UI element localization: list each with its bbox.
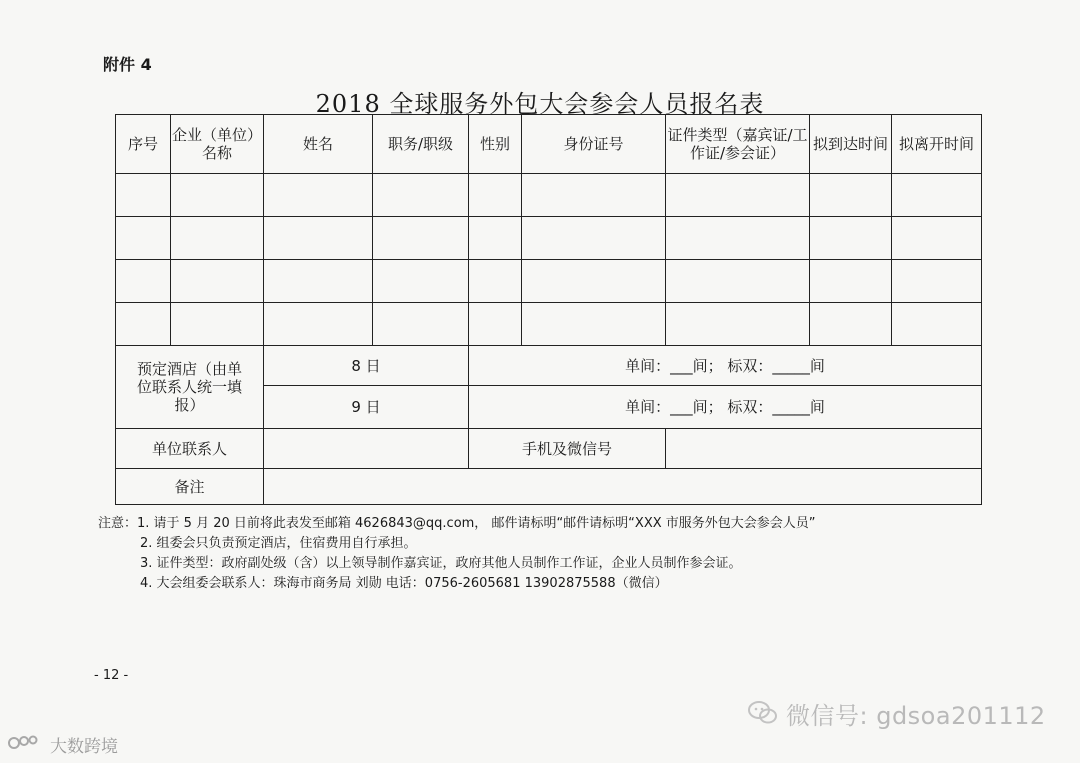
cell[interactable] — [264, 174, 373, 217]
contact-row — [116, 429, 982, 469]
cell[interactable] — [666, 174, 810, 217]
phone-label: 手机及微信号 — [469, 429, 666, 469]
note-line: 注意：1. 请于 5 月 20 日前将此表发至邮箱 4626843@qq.com， 邮件请标明“邮件请标明“XXX 市服务外包大会参会人员” — [98, 516, 816, 531]
cell[interactable] — [264, 303, 373, 346]
logo-watermark: 大数跨境 — [50, 737, 118, 757]
contact-label: 单位联系人 — [116, 429, 264, 469]
hotel-day9-rooms-text: 单间：___间； 标双：_____间 — [625, 398, 825, 416]
notes-section — [98, 514, 816, 594]
header-gender: 性别 — [469, 115, 522, 174]
header-seq: 序号 — [116, 115, 171, 174]
cell[interactable] — [892, 260, 982, 303]
header-row — [116, 115, 982, 174]
remark-row — [116, 469, 982, 505]
cell[interactable] — [171, 174, 264, 217]
cell[interactable] — [810, 217, 892, 260]
cell[interactable] — [171, 217, 264, 260]
header-id-number: 身份证号 — [522, 115, 666, 174]
wechat-watermark: 微信号: gdsoa201112 — [786, 702, 1046, 730]
cell[interactable] — [666, 303, 810, 346]
cell[interactable] — [116, 303, 171, 346]
page-number: - 12 - — [94, 668, 129, 683]
cell[interactable] — [373, 303, 469, 346]
hotel-day9-rooms[interactable] — [469, 386, 982, 429]
header-company: 企业（单位）名称 — [171, 115, 264, 174]
cell[interactable] — [469, 303, 522, 346]
header-cert-type: 证件类型（嘉宾证/工作证/参会证） — [666, 115, 810, 174]
wechat-icon — [748, 700, 778, 726]
form-title: 2018 全球服务外包大会参会人员报名表 — [315, 90, 765, 118]
header-position: 职务/职级 — [373, 115, 469, 174]
hotel-label: 预定酒店（由单位联系人统一填报） — [116, 346, 264, 429]
cell[interactable] — [892, 303, 982, 346]
remark-label: 备注 — [116, 469, 264, 505]
cell[interactable] — [171, 260, 264, 303]
cell[interactable] — [469, 174, 522, 217]
note-line: 4. 大会组委会联系人：珠海市商务局 刘勋 电话：0756-2605681 13902875588（微信） — [140, 576, 668, 591]
header-arrive-time: 拟到达时间 — [810, 115, 892, 174]
attachment-label: 附件 4 — [103, 55, 152, 74]
cell[interactable] — [171, 303, 264, 346]
cell[interactable] — [373, 217, 469, 260]
cell[interactable] — [264, 260, 373, 303]
contact-value[interactable] — [264, 429, 469, 469]
cell[interactable] — [666, 260, 810, 303]
hotel-day9: 9 日 — [264, 386, 469, 429]
hotel-day8-rooms[interactable] — [469, 346, 982, 386]
cell[interactable] — [810, 260, 892, 303]
cell[interactable] — [666, 217, 810, 260]
header-name: 姓名 — [264, 115, 373, 174]
header-leave-time: 拟离开时间 — [892, 115, 982, 174]
cell[interactable] — [373, 260, 469, 303]
cell[interactable] — [522, 260, 666, 303]
table-row[interactable] — [116, 260, 982, 303]
hotel-day8: 8 日 — [264, 346, 469, 386]
cell[interactable] — [116, 174, 171, 217]
note-line: 2. 组委会只负责预定酒店，住宿费用自行承担。 — [140, 536, 417, 551]
logo-icon — [8, 732, 48, 754]
cell[interactable] — [522, 174, 666, 217]
hotel-row-day8 — [116, 346, 982, 386]
remark-value[interactable] — [264, 469, 982, 505]
cell[interactable] — [116, 260, 171, 303]
cell[interactable] — [522, 217, 666, 260]
cell[interactable] — [892, 217, 982, 260]
table-row[interactable] — [116, 174, 982, 217]
table-row[interactable] — [116, 303, 982, 346]
cell[interactable] — [522, 303, 666, 346]
cell[interactable] — [469, 217, 522, 260]
cell[interactable] — [373, 174, 469, 217]
cell[interactable] — [264, 217, 373, 260]
note-line: 3. 证件类型：政府副处级（含）以上领导制作嘉宾证，政府其他人员制作工作证，企业人员制作参会证。 — [140, 556, 742, 571]
phone-value[interactable] — [666, 429, 982, 469]
cell[interactable] — [116, 217, 171, 260]
cell[interactable] — [469, 260, 522, 303]
table-row[interactable] — [116, 217, 982, 260]
cell[interactable] — [810, 303, 892, 346]
hotel-day8-rooms-text: 单间：___间； 标双：_____间 — [625, 356, 825, 375]
cell[interactable] — [892, 174, 982, 217]
registration-table — [115, 114, 982, 505]
cell[interactable] — [810, 174, 892, 217]
